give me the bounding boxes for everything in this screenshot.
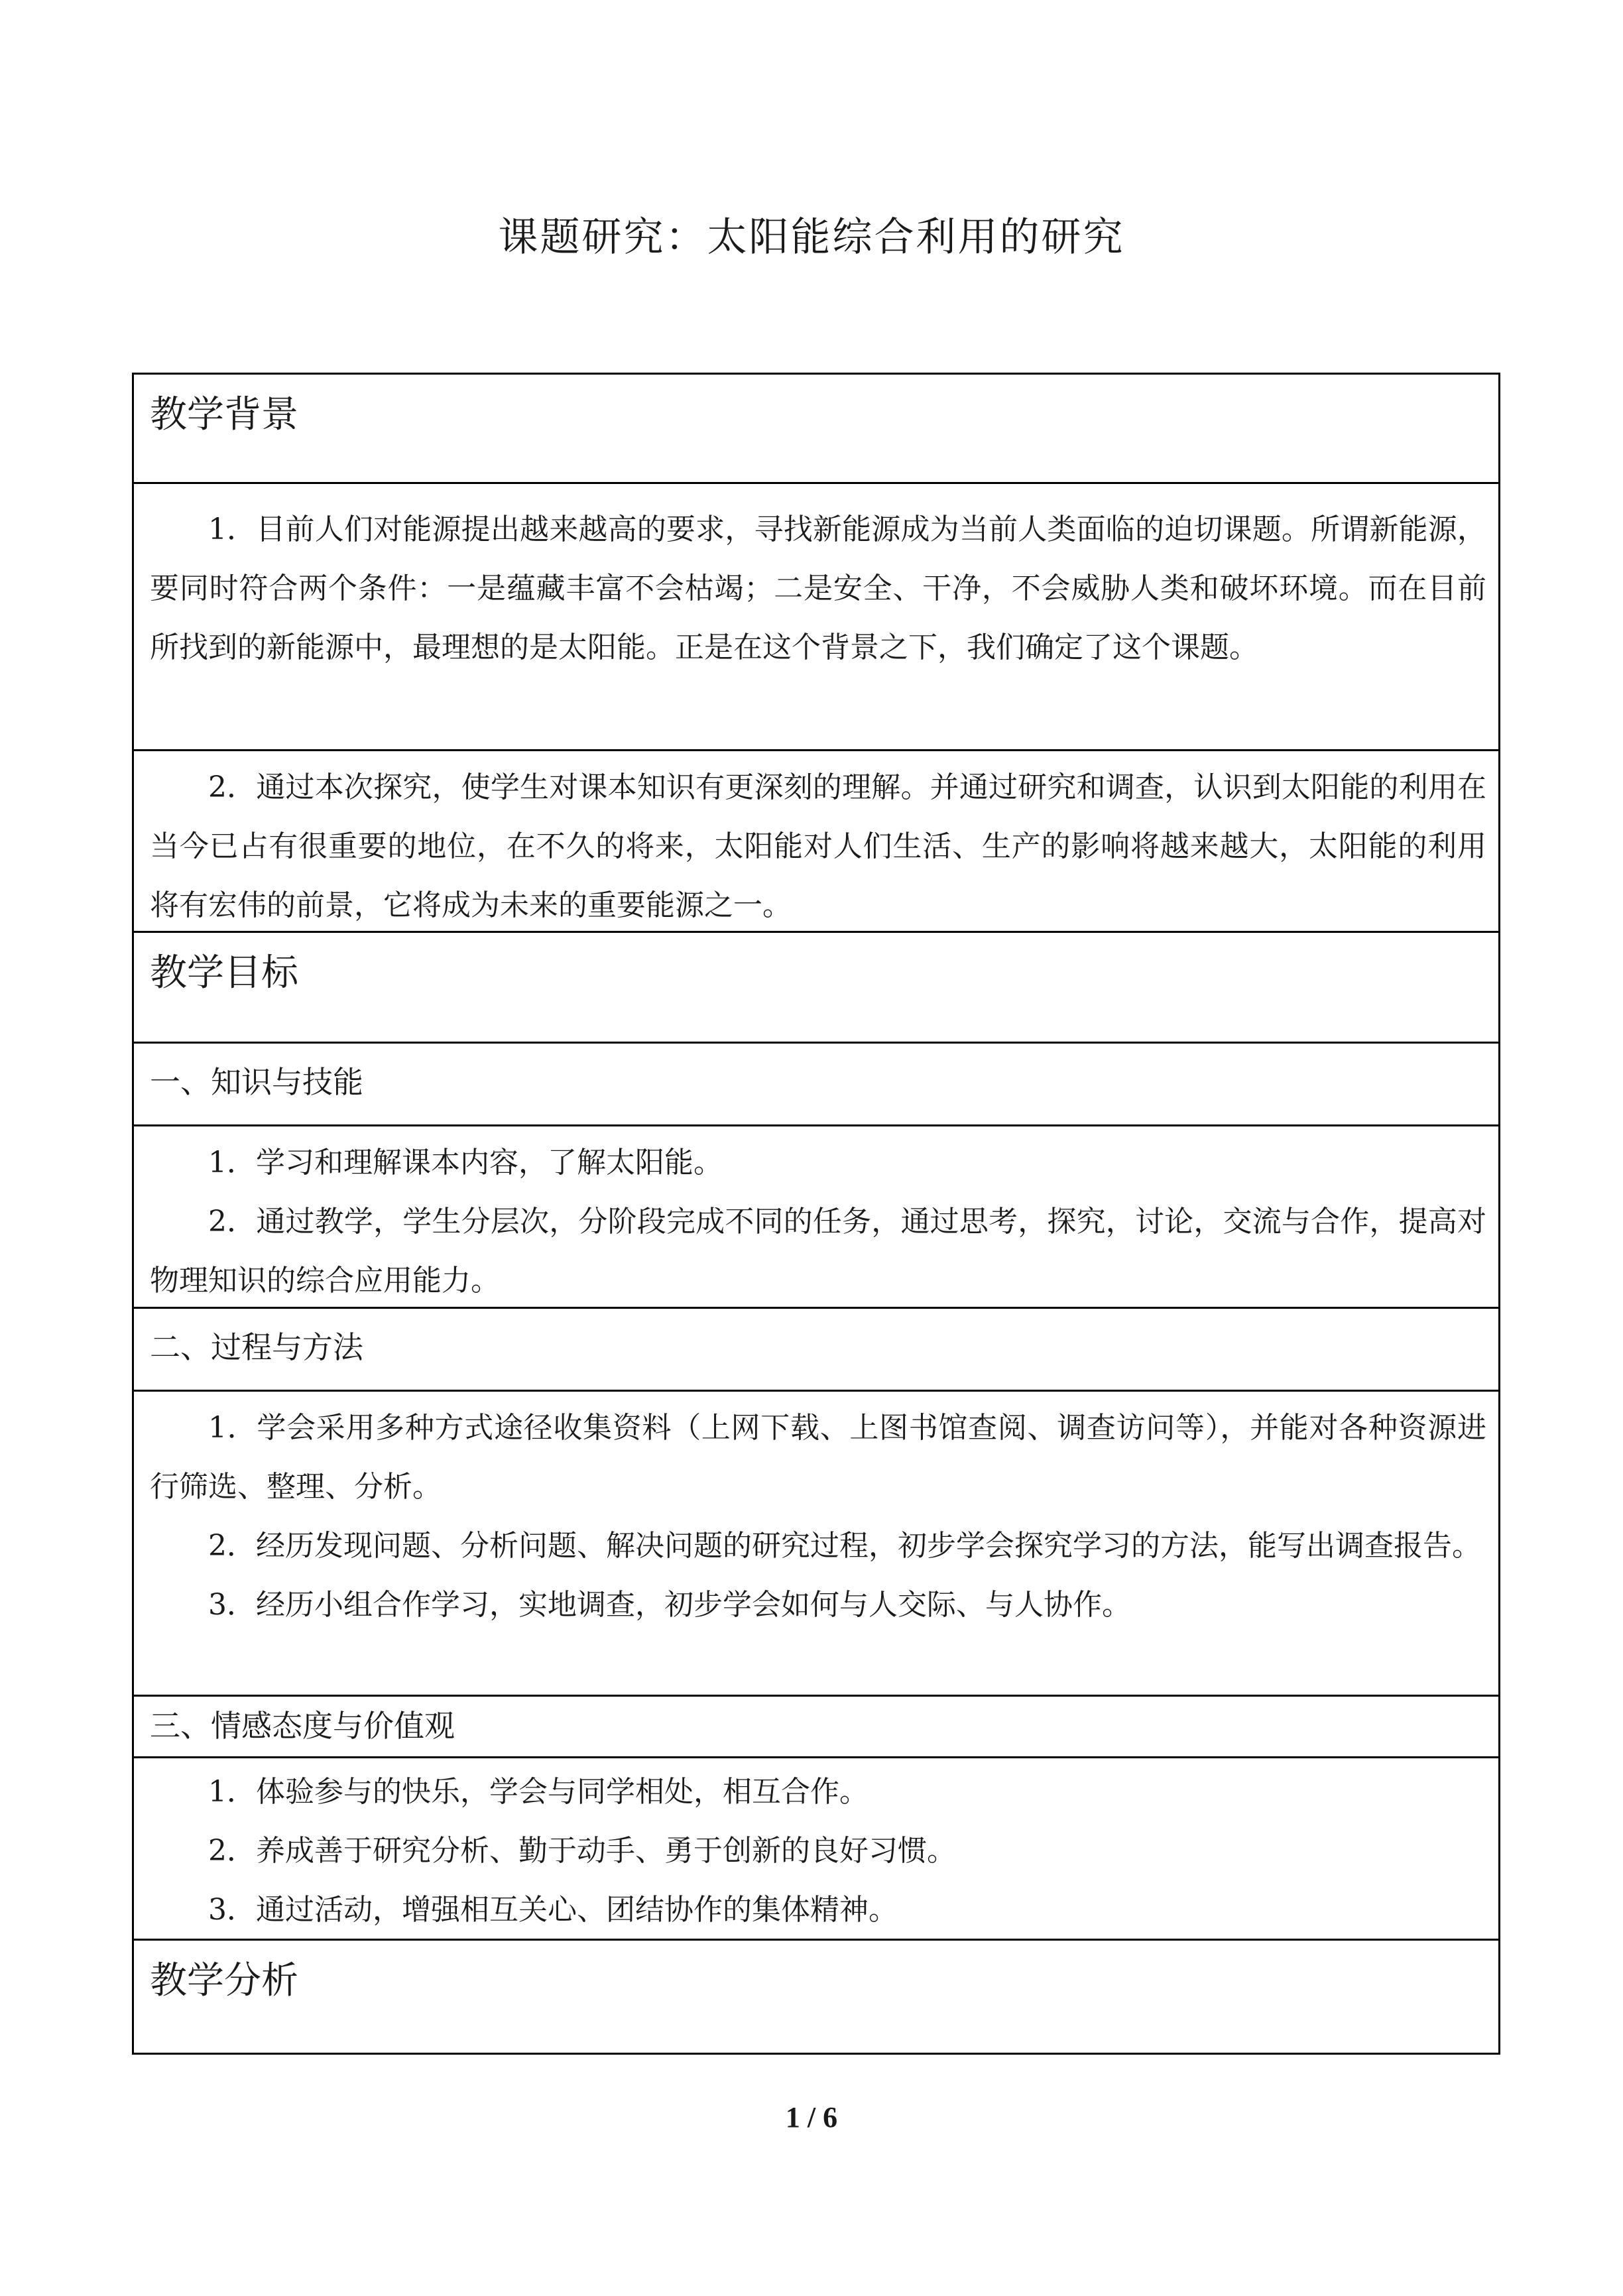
background-paragraph-2-cell (134, 751, 1498, 933)
process-item-3: 3．经历小组合作学习，实地调查，初步学会如何与人交际、与人协作。 (208, 1588, 1131, 1622)
page-number: 1 / 6 (785, 2101, 838, 2134)
values-item-1: 1．体验参与的快乐，学会与同学相处，相互合作。 (208, 1775, 869, 1809)
page-title: 课题研究：太阳能综合利用的研究 (498, 214, 1125, 261)
knowledge-item-1: 1．学习和理解课本内容，了解太阳能。 (208, 1146, 723, 1179)
background-paragraph-1: 1．目前人们对能源提出越来越高的要求，寻找新能源成为当前人类面临的迫切课题。所谓新能源，要同时符合两个条件：一是蕴藏丰富不会枯竭；二是安全、干净，不会威胁人类和破坏环境。而在目前所找到的新能源中，最理想的是太阳能。正是在这个背景之下，我们确定了这个课题。 (150, 513, 1486, 664)
values-item-3: 3．通过活动，增强相互关心、团结协作的集体精神。 (208, 1893, 898, 1927)
subheading-values: 三、情感态度与价值观 (134, 1697, 1498, 1758)
subheading-process: 二、过程与方法 (134, 1309, 1498, 1392)
values-item-2: 2．养成善于研究分析、勤于动手、勇于创新的良好习惯。 (208, 1834, 956, 1868)
section-heading-analysis: 教学分析 (134, 1941, 1498, 2055)
lesson-plan-table (132, 373, 1500, 2055)
subheading-knowledge: 一、知识与技能 (134, 1044, 1498, 1126)
process-items-cell (134, 1392, 1498, 1697)
process-item-1: 1．学会采用多种方式途径收集资料（上网下载、上图书馆查阅、调查访问等），并能对各种资源进行筛选、整理、分析。 (150, 1411, 1486, 1504)
process-item-2: 2．经历发现问题、分析问题、解决问题的研究过程，初步学会探究学习的方法，能写出调查报告。 (208, 1529, 1481, 1563)
knowledge-item-2: 2．通过教学，学生分层次，分阶段完成不同的任务，通过思考，探究，讨论，交流与合作，提高对物理知识的综合应用能力。 (150, 1205, 1486, 1298)
values-items-cell (134, 1758, 1498, 1941)
knowledge-items-cell (134, 1126, 1498, 1309)
section-heading-goals: 教学目标 (134, 933, 1498, 1044)
background-paragraph-1-cell (134, 484, 1498, 751)
background-paragraph-2: 2．通过本次探究，使学生对课本知识有更深刻的理解。并通过研究和调查，认识到太阳能的利用在当今已占有很重要的地位，在不久的将来，太阳能对人们生活、生产的影响将越来越大，太阳能的利用将有宏伟的前景，它将成为未来的重要能源之一。 (150, 770, 1486, 922)
section-heading-background: 教学背景 (134, 375, 1498, 484)
